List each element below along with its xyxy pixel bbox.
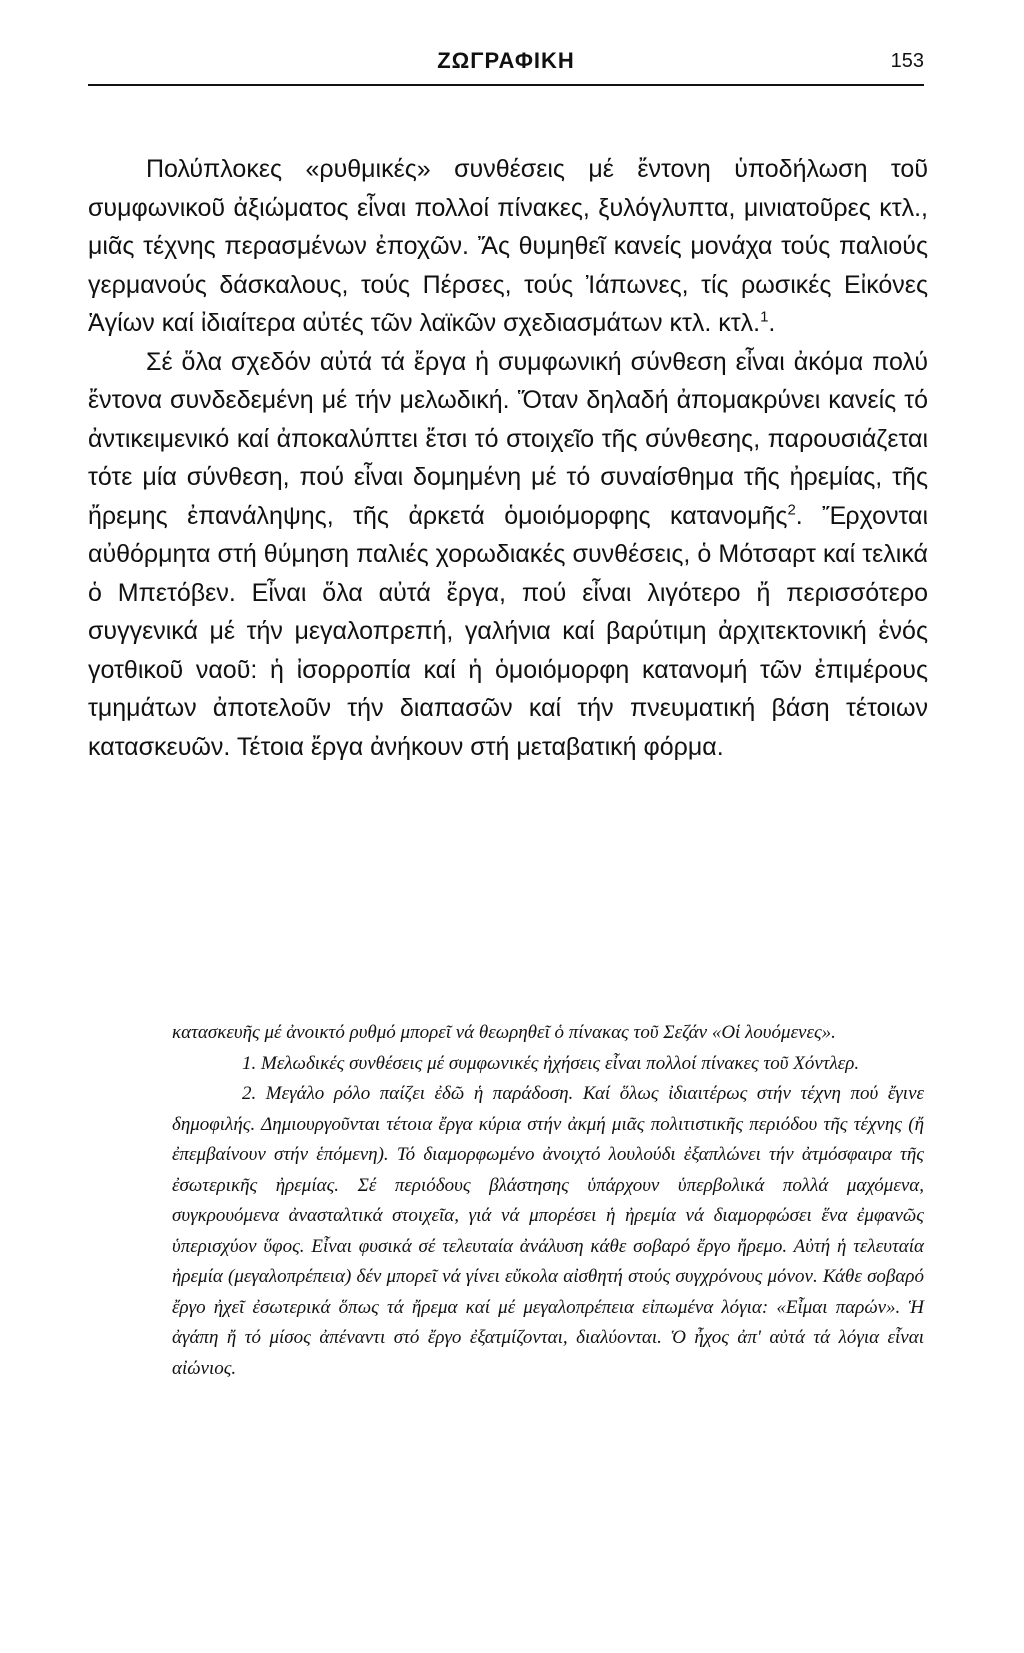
- footnote-ref-2: 2: [787, 501, 796, 519]
- page-header: [88, 44, 924, 86]
- footnote-continuation: κατασκευῆς μέ ἀνοικτό ρυθμό μπορεῖ νά θεωρηθεῖ ὁ πίνακας τοῦ Σεζάν «Οἱ λουόμενες».: [172, 1022, 836, 1043]
- footnotes: [172, 1018, 924, 1384]
- paragraph-2-text-b: . Ἔρχονται αὐθόρμητα στή θύμηση παλιές χορωδιακές συνθέσεις, ὁ Μότσαρτ καί τελικά ὁ Μπετόβεν. Εἶναι ὅλα αὐτά ἔργα, πού εἶναι λιγότερο ἤ περισσότερο συγγενικά μέ τήν μεγαλοπρεπή, γαλήνια καί βαρύτιμη ἀρχιτεκτονική ἑνός γοτθικοῦ ναοῦ: ἡ ἰσορροπία καί ἡ ὁμοιόμορφη κατανομή τῶν ἐπιμέρους τμημάτων ἀποτελοῦν τήν διαπασῶν καί τήν πνευματική βάση τέτοιων κατασκευῶν. Τέτοια ἔργα ἀνήκουν στή μεταβατική φόρμα.: [88, 501, 928, 761]
- running-title: ΖΩΓΡΑΦΙΚΗ: [437, 48, 575, 73]
- paragraph-1-end: .: [768, 309, 776, 337]
- paragraph-2: [88, 343, 928, 767]
- paragraph-2-text-a: Σέ ὅλα σχεδόν αὐτά τά ἔργα ἡ συμφωνική σύνθεση εἶναι ἀκόμα πολύ ἔντονα συνδεδεμένη μέ τήν μελωδική. Ὅταν δηλαδή ἀπομακρύνει κανείς τό ἀντικειμενικό καί ἀποκαλύπτει ἔτσι τό στοιχεῖο τῆς σύνθεσης, παρουσιάζεται τότε μία σύνθεση, πού εἶναι δομημένη μέ τό συναίσθημα τῆς ἠρεμίας, τῆς ἤρεμης ἐπανάληψης, τῆς ἀρκετά ὁμοιόμορφης κατανομῆς: [88, 347, 928, 530]
- main-text: [88, 150, 928, 766]
- paragraph-1-text: Πολύπλοκες «ρυθμικές» συνθέσεις μέ ἔντονη ὑποδήλωση τοῦ συμφωνικοῦ ἀξιώματος εἶναι πολλοί πίνακες, ξυλόγλυπτα, μινιατοῦρες κτλ., μιᾶς τέχνης περασμένων ἐποχῶν. Ἄς θυμηθεῖ κανείς μονάχα τούς παλιούς γερμανούς δάσκαλους, τούς Πέρσες, τούς Ἰάπωνες, τίς ρωσικές Εἰκόνες Ἁγίων καί ἰδιαίτερα αὐτές τῶν λαϊκῶν σχεδιασμάτων κτλ. κτλ.: [88, 155, 928, 337]
- footnote-1: 1. Μελωδικές συνθέσεις μέ συμφωνικές ἠχήσεις εἶναι πολλοί πίνακες τοῦ Χόντλερ.: [242, 1052, 860, 1074]
- page-number: 153: [890, 50, 924, 72]
- footnote-ref-1: 1: [760, 308, 769, 326]
- footnote-2: 2. Μεγάλο ρόλο παίζει ἐδῶ ἡ παράδοση. Καί ὅλως ἰδιαιτέρως στήν τέχνη πού ἔγινε δημοφιλής. Δημιουργοῦνται τέτοια ἔργα κύρια στήν ἀκμή μιᾶς πολιτιστικῆς περιόδου τῆς τέχνης (ἤ ἐπεμβαίνουν στήν ἑπόμενη). Τό διαμορφωμένο ἀνοιχτό λουλούδι ἐξαπλώνει τήν ἀτμόσφαιρα τῆς ἐσωτερικῆς ἠρεμίας. Σέ περιόδους βλάστησης ὑπάρχουν ὑπερβολικά πολλά μαχόμενα, συγκρουόμενα ἀνασταλτικά στοιχεῖα, γιά νά μπορέσει ἡ ἠρεμία νά διαμορφώσει ἕνα ἐμφανῶς ὑπερισχύον ὕφος. Εἶναι φυσικά σέ τελευταία ἀνάλυση κάθε σοβαρό ἔργο ἤρεμο. Αὐτή ἡ τελευταία ἠρεμία (μεγαλοπρέπεια) δέν μπορεῖ νά γίνει εὔκολα αἰσθητή στούς συγχρόνους μόνον. Κάθε σοβαρό ἔργο ἠχεῖ ἐσωτερικά ὅπως τά ἤρεμα καί μέ μεγαλοπρέπεια εἰπωμένα λόγια: «Εἶμαι παρών». Ἡ ἀγάπη ἤ τό μίσος ἀπέναντι στό ἔργο ἐξατμίζονται, διαλύονται. Ὁ ἦχος ἀπ' αὐτά τά λόγια εἶναι αἰώνιος.: [172, 1083, 924, 1379]
- paragraph-1: [88, 150, 928, 343]
